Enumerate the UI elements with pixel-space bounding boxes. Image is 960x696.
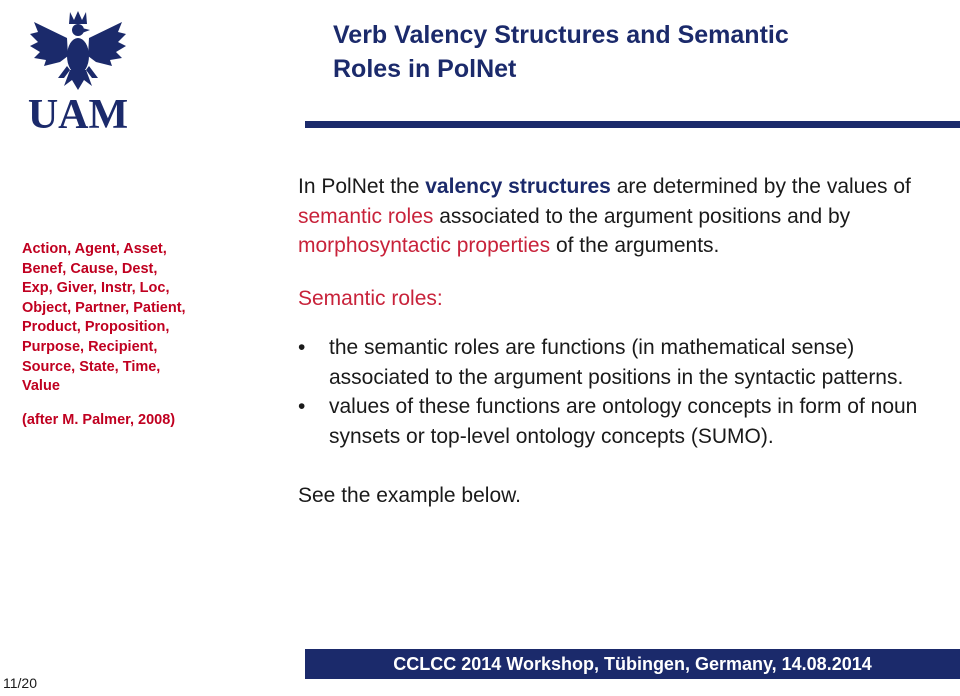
- role-line: Benef, Cause, Dest,: [22, 260, 158, 277]
- bullet-list: [298, 333, 938, 451]
- eagle-emblem-icon: [20, 8, 140, 133]
- intro-paragraph: [298, 172, 938, 261]
- bullet-item: • values of these functions are ontology concepts in form of noun synsets or top-level ontology concepts (SUMO).: [298, 392, 938, 451]
- footer-bar: [305, 649, 960, 679]
- slide-title: [333, 18, 933, 86]
- valency-structures-term: valency structures: [425, 175, 611, 198]
- see-example-text: See the example below.: [298, 484, 521, 507]
- role-line: Object, Partner, Patient,: [22, 299, 186, 316]
- logo-text: UAM: [27, 92, 129, 133]
- intro-text-1: In PolNet the: [298, 175, 426, 198]
- title-divider: [305, 121, 960, 128]
- semantic-roles-heading: Semantic roles:: [298, 286, 443, 310]
- semantic-roles-term: semantic roles: [298, 204, 434, 228]
- title-line-1: Verb Valency Structures and Semantic: [333, 21, 789, 49]
- title-line-2: Roles in PolNet: [333, 55, 517, 83]
- morphosyntactic-properties-term: morphosyntactic properties: [298, 234, 551, 257]
- role-line: Product, Proposition,: [22, 319, 170, 336]
- uam-logo: [20, 8, 140, 133]
- role-line: Action, Agent, Asset,: [22, 241, 167, 257]
- intro-text-4: of the arguments.: [550, 234, 720, 257]
- role-list: [22, 240, 242, 397]
- citation: (after M. Palmer, 2008): [22, 411, 176, 428]
- page-number: 11/20: [3, 675, 37, 691]
- role-line: Value: [22, 378, 60, 395]
- intro-text-3: associated to the argument positions and by: [433, 204, 851, 228]
- role-line: Exp, Giver, Instr, Loc,: [22, 280, 170, 297]
- footer-text: CCLCC 2014 Workshop, Tübingen, Germany, 14.08.2014: [393, 654, 872, 674]
- semantic-roles-sidebar: [22, 240, 242, 430]
- slide-body: [298, 172, 938, 511]
- bullet-item: • the semantic roles are functions (in mathematical sense) associated to the argument positions in the syntactic patterns.: [298, 333, 938, 392]
- role-line: Purpose, Recipient,: [22, 338, 158, 355]
- intro-text-2: are determined by the values of: [610, 175, 911, 198]
- role-line: Source, State, Time,: [22, 358, 161, 375]
